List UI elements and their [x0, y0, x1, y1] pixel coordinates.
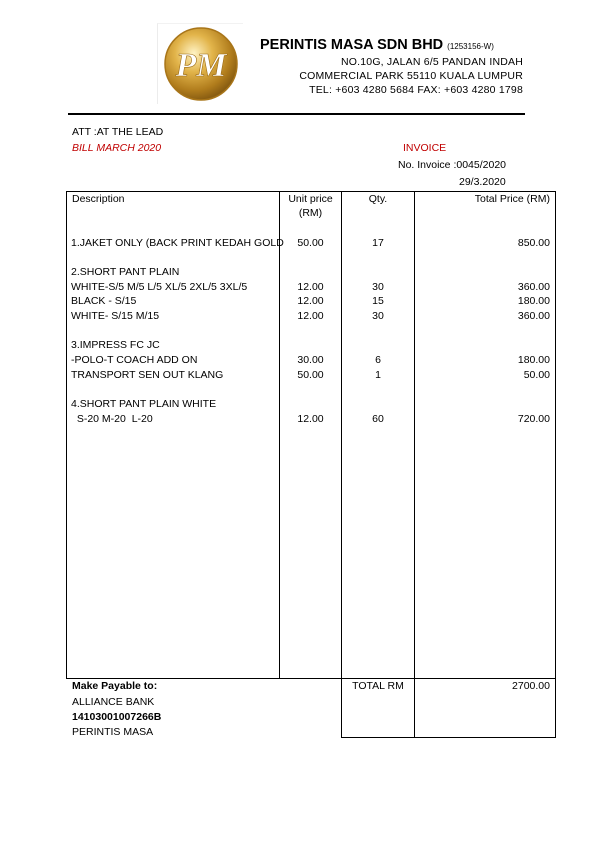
row-unit-price: 50.00 [297, 237, 324, 249]
company-address-line1: NO.10G, JALAN 6/5 PANDAN INDAH [340, 56, 523, 68]
table-top-border [66, 191, 556, 192]
invoice-number: No. Invoice :0045/2020 [398, 159, 506, 171]
invoice-table [66, 191, 556, 738]
company-reg-no: (1253156-W) [447, 42, 494, 51]
header-total-price: Total Price (RM) [474, 193, 550, 205]
header-unit-price: Unit price [288, 193, 333, 205]
table-left-border [66, 191, 67, 678]
row-qty: 60 [372, 413, 384, 425]
row-description: -POLO-T COACH ADD ON [71, 354, 198, 366]
total-value: 2700.00 [512, 680, 550, 692]
row-qty: 1 [375, 369, 381, 381]
row-description: 2.SHORT PANT PLAIN [71, 266, 180, 278]
row-total: 180.00 [517, 295, 550, 307]
header-qty: Qty. [368, 193, 388, 205]
col-divider-unit [279, 191, 280, 678]
row-total: 360.00 [517, 310, 550, 322]
company-contact: TEL: +603 4280 5684 FAX: +603 4280 1798 [309, 84, 523, 96]
table-right-border [555, 191, 556, 738]
row-qty: 30 [372, 310, 384, 322]
row-unit-price: 12.00 [297, 295, 324, 307]
total-label: TOTAL RM [352, 680, 404, 692]
row-description: WHITE-S/5 M/5 L/5 XL/5 2XL/5 3XL/5 [71, 281, 248, 293]
header-description: Description [72, 193, 125, 205]
invoice-date: 29/3.2020 [459, 176, 506, 188]
row-total: 720.00 [517, 413, 550, 425]
row-qty: 6 [375, 354, 381, 366]
table-body-bottom [66, 678, 556, 679]
row-description: TRANSPORT SEN OUT KLANG [71, 369, 224, 381]
row-unit-price: 12.00 [297, 413, 324, 425]
row-total: 360.00 [517, 281, 550, 293]
row-description: S-20 M-20 L-20 [71, 413, 153, 425]
row-unit-price: 30.00 [297, 354, 324, 366]
table-total-bottom [341, 737, 556, 738]
col-divider-total [414, 191, 415, 738]
payable-account: 14103001007266B [72, 711, 162, 723]
header-divider [68, 113, 525, 115]
document-title: INVOICE [403, 142, 447, 154]
bill-month: BILL MARCH 2020 [72, 142, 162, 154]
row-description: 4.SHORT PANT PLAIN WHITE [71, 398, 217, 410]
company-logo-frame [157, 23, 243, 104]
company-address-line2: COMMERCIAL PARK 55110 KUALA LUMPUR [299, 70, 523, 82]
row-unit-price: 50.00 [297, 369, 324, 381]
row-description: 1.JAKET ONLY (BACK PRINT KEDAH GOLD [71, 237, 284, 249]
company-name [260, 37, 494, 53]
logo-monogram: PM [175, 47, 227, 84]
row-total: 850.00 [517, 237, 550, 249]
row-total: 50.00 [523, 369, 550, 381]
attention-line: ATT :AT THE LEAD [72, 126, 164, 138]
row-qty: 17 [372, 237, 384, 249]
row-description: 3.IMPRESS FC JC [71, 339, 160, 351]
header-unit-price-currency: (RM) [298, 207, 323, 219]
row-qty: 15 [372, 295, 384, 307]
payable-title: Make Payable to: [72, 680, 158, 692]
col-divider-qty [341, 191, 342, 738]
payable-name: PERINTIS MASA [72, 726, 154, 738]
company-logo [158, 24, 243, 104]
row-unit-price: 12.00 [297, 281, 324, 293]
row-total: 180.00 [517, 354, 550, 366]
row-description: WHITE- S/15 M/15 [71, 310, 160, 322]
row-unit-price: 12.00 [297, 310, 324, 322]
company-name-text: PERINTIS MASA SDN BHD [260, 37, 444, 53]
payable-bank: ALLIANCE BANK [72, 696, 155, 708]
row-qty: 30 [372, 281, 384, 293]
row-description: BLACK - S/15 [71, 295, 137, 307]
